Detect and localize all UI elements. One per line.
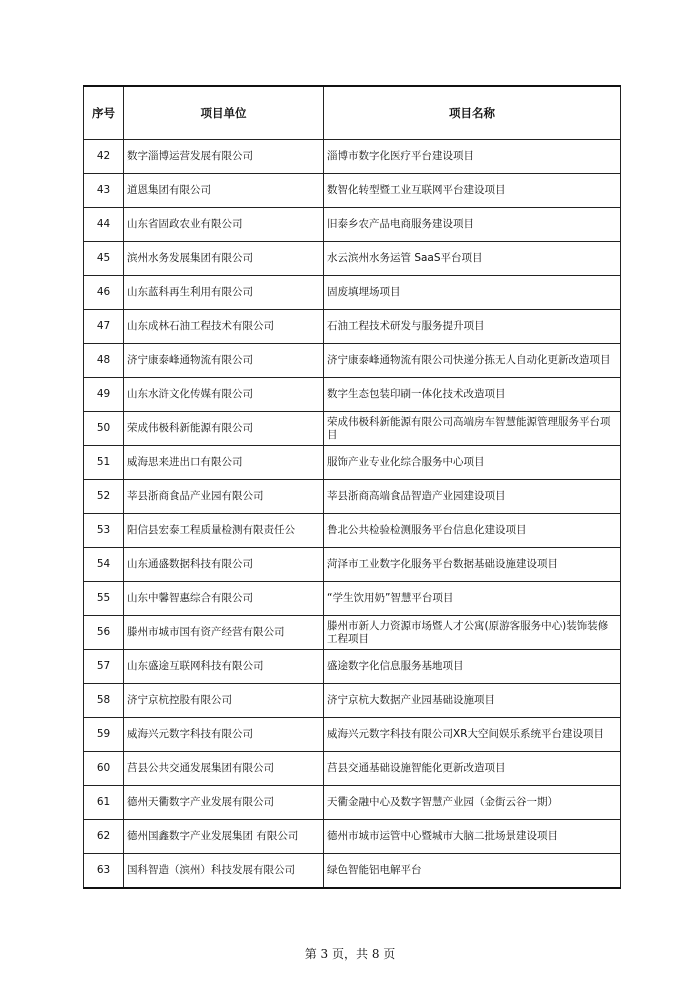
cell-name: 德州市城市运管中心暨城市大脑二批场景建设项目 [324,820,621,854]
table-body [84,140,621,889]
table-header-row [84,86,621,140]
cell-name: 天衢金融中心及数字智慧产业园（金街云谷一期） [324,786,621,820]
cell-no: 44 [84,208,124,242]
cell-unit: 威海兴元数字科技有限公司 [124,718,324,752]
cell-unit: 滨州水务发展集团有限公司 [124,242,324,276]
table-row [84,684,621,718]
cell-name: 莘县浙商高端食品智造产业园建设项目 [324,480,621,514]
header-name: 项目名称 [324,86,621,140]
cell-unit: 威海思来进出口有限公司 [124,446,324,480]
cell-no: 43 [84,174,124,208]
cell-name: 水云滨州水务运管 SaaS平台项目 [324,242,621,276]
table-row [84,786,621,820]
cell-no: 46 [84,276,124,310]
cell-no: 51 [84,446,124,480]
table-row [84,412,621,446]
table-row [84,446,621,480]
table-row [84,616,621,650]
cell-no: 61 [84,786,124,820]
cell-name: 绿色智能铝电解平台 [324,854,621,889]
table-row [84,548,621,582]
cell-name: 旧泰乡农产品电商服务建设项目 [324,208,621,242]
cell-name: 数字生态包装印刷一体化技术改造项目 [324,378,621,412]
cell-name: 荣成伟极科新能源有限公司高端房车智慧能源管理服务平台项目 [324,412,621,446]
cell-no: 50 [84,412,124,446]
cell-no: 58 [84,684,124,718]
cell-name: 盛途数字化信息服务基地项目 [324,650,621,684]
cell-unit: 莒县公共交通发展集团有限公司 [124,752,324,786]
cell-unit: 德州国鑫数字产业发展集团 有限公司 [124,820,324,854]
cell-unit: 山东中馨智惠综合有限公司 [124,582,324,616]
cell-unit: 山东水浒文化传媒有限公司 [124,378,324,412]
cell-unit: 山东成林石油工程技术有限公司 [124,310,324,344]
cell-unit: 阳信县宏泰工程质量检测有限责任公 [124,514,324,548]
cell-no: 62 [84,820,124,854]
cell-no: 55 [84,582,124,616]
cell-name: 鲁北公共检验检测服务平台信息化建设项目 [324,514,621,548]
cell-unit: 数字淄博运营发展有限公司 [124,140,324,174]
cell-name: 济宁康泰峰通物流有限公司快递分拣无人自动化更新改造项目 [324,344,621,378]
cell-name: 济宁京杭大数据产业园基础设施项目 [324,684,621,718]
cell-unit: 山东省固政农业有限公司 [124,208,324,242]
table-row [84,752,621,786]
cell-no: 47 [84,310,124,344]
cell-unit: 山东蓝科再生利用有限公司 [124,276,324,310]
cell-name: 菏泽市工业数字化服务平台数据基础设施建设项目 [324,548,621,582]
cell-no: 42 [84,140,124,174]
cell-unit: 荣成伟极科新能源有限公司 [124,412,324,446]
table-row [84,480,621,514]
table-row [84,140,621,174]
table-row [84,310,621,344]
project-table [83,85,621,889]
cell-unit: 济宁康泰峰通物流有限公司 [124,344,324,378]
table-row [84,378,621,412]
table-row [84,820,621,854]
cell-name: 莒县交通基础设施智能化更新改造项目 [324,752,621,786]
cell-no: 56 [84,616,124,650]
table-row [84,276,621,310]
table-row [84,344,621,378]
cell-unit: 山东通盛数据科技有限公司 [124,548,324,582]
cell-unit: 济宁京杭控股有限公司 [124,684,324,718]
cell-name: 数智化转型暨工业互联网平台建设项目 [324,174,621,208]
cell-no: 52 [84,480,124,514]
cell-name: “学生饮用奶”智慧平台项目 [324,582,621,616]
cell-name: 服饰产业专业化综合服务中心项目 [324,446,621,480]
cell-unit: 道恩集团有限公司 [124,174,324,208]
cell-unit: 德州天衢数字产业发展有限公司 [124,786,324,820]
cell-name: 威海兴元数字科技有限公司XR大空间娱乐系统平台建设项目 [324,718,621,752]
table-row [84,650,621,684]
table-row [84,208,621,242]
cell-no: 48 [84,344,124,378]
cell-no: 53 [84,514,124,548]
cell-name: 淄博市数字化医疗平台建设项目 [324,140,621,174]
table-row [84,174,621,208]
table-row [84,514,621,548]
table-row [84,582,621,616]
table-row [84,242,621,276]
cell-no: 63 [84,854,124,889]
header-no: 序号 [84,86,124,140]
cell-no: 49 [84,378,124,412]
header-unit: 项目单位 [124,86,324,140]
cell-name: 滕州市新人力资源市场暨人才公寓(原游客服务中心)装饰装修工程项目 [324,616,621,650]
cell-no: 54 [84,548,124,582]
cell-no: 45 [84,242,124,276]
cell-unit: 莘县浙商食品产业园有限公司 [124,480,324,514]
cell-no: 60 [84,752,124,786]
cell-no: 57 [84,650,124,684]
page-number: 第 3 页，共 8 页 [304,947,396,961]
table-row [84,854,621,889]
cell-unit: 山东盛途互联网科技有限公司 [124,650,324,684]
table-row [84,718,621,752]
cell-unit: 国科智造（滨州）科技发展有限公司 [124,854,324,889]
cell-name: 石油工程技术研发与服务提升项目 [324,310,621,344]
cell-no: 59 [84,718,124,752]
cell-unit: 滕州市城市国有资产经营有限公司 [124,616,324,650]
cell-name: 固废填埋场项目 [324,276,621,310]
